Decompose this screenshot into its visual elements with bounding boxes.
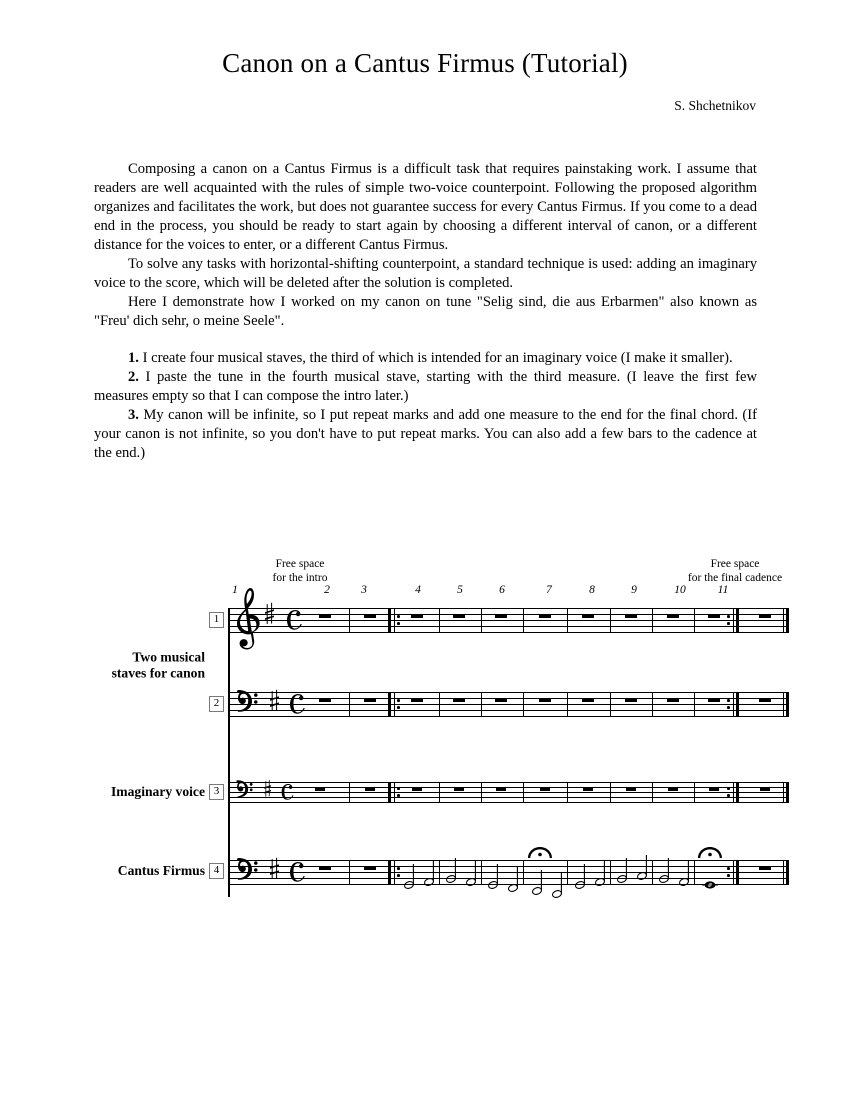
step-text-2: I paste the tune in the fourth musical stave, starting with the third measure. (I leave the first few measures empty so that I can compose the intro later.)	[94, 368, 757, 404]
barline-9	[694, 692, 695, 717]
paragraph-2: To solve any tasks with horizontal-shifting counterpoint, a standard technique is used: adding an imaginary voice to the score, which will be deleted after the solution is completed.	[94, 255, 757, 291]
article-body	[94, 160, 757, 463]
repeat-start-thick-barline	[388, 860, 391, 885]
barline-8	[652, 860, 653, 885]
barline-1	[349, 608, 350, 633]
measure-number-10: 10	[674, 584, 686, 596]
paragraph-3: Here I demonstrate how I worked on my canon on tune "Selig sind, die aus Erbarmen" also known as "Freu' dich sehr, o meine Seele".	[94, 293, 757, 329]
staff-number-4: 4	[209, 863, 224, 879]
repeat-start-thin-barline	[394, 692, 395, 717]
paragraph-spacer	[94, 331, 757, 349]
sharp-key-signature-icon	[271, 689, 280, 711]
barline-8	[652, 692, 653, 717]
staff-4-final-measure	[747, 860, 789, 885]
staff-4	[228, 860, 758, 885]
treble-clef-icon	[234, 588, 260, 650]
annotation-free-space-cadence	[678, 557, 792, 585]
step-item-1	[94, 349, 757, 368]
repeat-end-thin-barline	[733, 860, 734, 885]
step-item-2	[94, 368, 757, 406]
staff-1-final-measure	[747, 608, 789, 633]
barline-7	[610, 782, 611, 802]
step-number-2: 2.	[128, 368, 139, 385]
barline-3	[439, 860, 440, 885]
repeat-end-thick-barline	[736, 692, 739, 717]
annotation-intro-line1: Free space	[275, 558, 325, 570]
repeat-start-dot-upper	[397, 787, 400, 790]
barline-4	[481, 782, 482, 802]
whole-rest-m3	[411, 614, 423, 618]
repeat-end-dot-upper	[727, 699, 730, 702]
whole-rest-m7	[582, 698, 594, 702]
common-time-signature-icon	[287, 610, 303, 630]
barline-1	[349, 692, 350, 717]
whole-rest-m11	[759, 614, 771, 618]
barline-5	[523, 608, 524, 633]
barline-8	[652, 782, 653, 802]
repeat-start-thick-barline	[388, 608, 391, 633]
final-thick-barline-3	[786, 782, 789, 802]
repeat-start-thin-barline	[394, 608, 395, 633]
whole-rest-m5	[495, 614, 507, 618]
sharp-key-signature-icon	[266, 602, 275, 624]
whole-rest-m2	[364, 614, 376, 618]
final-thin-barline-3	[783, 782, 784, 802]
barline-4	[481, 860, 482, 885]
author-byline: S. Shchetnikov	[674, 98, 756, 113]
staff-3-final-measure	[747, 782, 789, 802]
final-thick-barline-4	[786, 860, 789, 885]
cantus-firmus-notes	[228, 836, 758, 908]
whole-rest-m6	[540, 787, 550, 791]
step-item-3	[94, 406, 757, 463]
whole-rest-m10	[709, 787, 719, 791]
measure-number-6: 6	[499, 584, 505, 596]
common-time-signature-icon	[282, 784, 295, 800]
staff-2	[228, 692, 758, 717]
barline-3	[439, 782, 440, 802]
whole-rest-m11	[759, 866, 771, 870]
repeat-end-dot-lower	[727, 794, 730, 797]
fermata-icon	[528, 847, 552, 858]
repeat-end-thick-barline	[736, 608, 739, 633]
whole-rest-m9	[668, 787, 678, 791]
repeat-end-thick-barline	[736, 860, 739, 885]
barline-6	[567, 860, 568, 885]
repeat-start-dot-upper	[397, 699, 400, 702]
annotation-cadence-line1: Free space	[710, 558, 760, 570]
barline-6	[567, 782, 568, 802]
repeat-end-thin-barline	[733, 782, 734, 802]
annotation-intro-line2: for the intro	[272, 572, 328, 585]
measure-number-5: 5	[457, 584, 463, 596]
whole-rest-m8	[625, 614, 637, 618]
barline-6	[567, 608, 568, 633]
measure-number-2: 2	[324, 584, 330, 596]
barline-3	[439, 608, 440, 633]
page-title: Canon on a Cantus Firmus (Tutorial)	[222, 48, 628, 78]
barline-1	[349, 860, 350, 885]
whole-rest-m1	[319, 614, 331, 618]
whole-rest-m5	[495, 698, 507, 702]
repeat-start-thin-barline	[394, 782, 395, 802]
whole-rest-m8	[626, 787, 636, 791]
step-text-3: My canon will be infinite, so I put repeat marks and add one measure to the end for the final chord. (If your canon is not infinite, so you don't have to put repeat marks. You can also add a few bars to the cadence at the end.)	[94, 406, 757, 461]
whole-rest-m4	[453, 698, 465, 702]
repeat-end-thick-barline	[736, 782, 739, 802]
repeat-start-thin-barline	[394, 860, 395, 885]
whole-rest-m5	[496, 787, 506, 791]
measure-number-3: 3	[361, 584, 367, 596]
barline-6	[567, 692, 568, 717]
whole-rest-m3	[411, 698, 423, 702]
measure-number-11: 11	[717, 584, 729, 596]
annotation-cadence-line2: for the final cadence	[687, 572, 783, 585]
whole-rest-m4	[454, 787, 464, 791]
barline-7	[610, 860, 611, 885]
step-number-3: 3.	[128, 406, 139, 423]
whole-rest-m9	[667, 698, 679, 702]
whole-rest-m7	[582, 614, 594, 618]
barline-5	[523, 860, 524, 885]
staff-label-canon-line1: Two musical	[132, 649, 205, 665]
whole-rest-m11	[759, 698, 771, 702]
barline-7	[610, 608, 611, 633]
common-time-signature-icon	[290, 694, 306, 714]
whole-rest-m2	[365, 787, 375, 791]
fermata-icon	[698, 847, 722, 858]
barline-8	[652, 608, 653, 633]
musical-score	[0, 548, 850, 928]
whole-rest-m4	[453, 614, 465, 618]
whole-rest-m3	[412, 787, 422, 791]
repeat-start-dot-lower	[397, 794, 400, 797]
staff-1	[228, 608, 758, 633]
barline-3	[439, 692, 440, 717]
repeat-start-dot-upper	[397, 867, 400, 870]
whole-rest-m7	[583, 787, 593, 791]
final-thin-barline-4	[783, 860, 784, 885]
staff-number-1: 1	[209, 612, 224, 628]
repeat-start-dot-lower	[397, 706, 400, 709]
measure-number-7: 7	[546, 584, 552, 596]
sharp-key-signature-icon	[265, 779, 272, 797]
repeat-start-dot-lower	[397, 874, 400, 877]
staff-label-canon-line2: staves for canon	[111, 666, 205, 681]
whole-rest-m1	[315, 787, 325, 791]
repeat-end-dot-lower	[727, 706, 730, 709]
repeat-end-dot-lower	[727, 622, 730, 625]
measure-number-8: 8	[589, 584, 595, 596]
bass-clef-icon	[236, 690, 260, 712]
staff-label-cantus-firmus: Cantus Firmus	[117, 862, 205, 878]
bass-clef-icon	[236, 780, 255, 798]
paragraph-1: Composing a canon on a Cantus Firmus is a difficult task that requires painstaking work. I assume that readers are well acquainted with the rules of simple two-voice counterpoint. Following the proposed algorithm organizes and facilitates the work, but does not guarantee success for every Cantus Firmus. If you come to a dead end in the process, you should be ready to start again by choosing a different interval of canon, or a different distance for the voices to enter, or a different Cantus Firmus.	[94, 161, 757, 253]
barline-5	[523, 692, 524, 717]
measure-number-9: 9	[631, 584, 637, 596]
staff-label-imaginary-voice: Imaginary voice	[110, 783, 205, 799]
final-thin-barline-1	[783, 608, 784, 633]
whole-rest-m10	[708, 698, 720, 702]
staff-number-3: 3	[209, 784, 224, 800]
barline-5	[523, 782, 524, 802]
whole-rest-m6	[539, 698, 551, 702]
barline-4	[481, 692, 482, 717]
repeat-start-thick-barline	[388, 692, 391, 717]
barline-9	[694, 860, 695, 885]
barline-1	[349, 782, 350, 802]
whole-rest-m2	[364, 698, 376, 702]
repeat-end-dot-upper	[727, 787, 730, 790]
staff-number-2: 2	[209, 696, 224, 712]
whole-rest-m1	[319, 698, 331, 702]
final-thick-barline-2	[786, 692, 789, 717]
final-thick-barline-1	[786, 608, 789, 633]
repeat-end-thin-barline	[733, 692, 734, 717]
repeat-start-thick-barline	[388, 782, 391, 802]
step-number-1: 1.	[128, 349, 139, 366]
measure-number-1: 1	[232, 584, 238, 596]
repeat-end-dot-lower	[727, 874, 730, 877]
barline-4	[481, 608, 482, 633]
staff-2-final-measure	[747, 692, 789, 717]
barline-9	[694, 782, 695, 802]
whole-rest-m8	[625, 698, 637, 702]
whole-rest-m6	[539, 614, 551, 618]
whole-rest-m9	[667, 614, 679, 618]
repeat-start-dot-lower	[397, 622, 400, 625]
repeat-end-thin-barline	[733, 608, 734, 633]
repeat-end-dot-upper	[727, 615, 730, 618]
step-text-1: I create four musical staves, the third of which is intended for an imaginary voice (I make it smaller).	[142, 349, 733, 366]
barline-9	[694, 608, 695, 633]
annotation-free-space-intro	[258, 557, 342, 585]
repeat-start-dot-upper	[397, 615, 400, 618]
staff-3	[228, 782, 758, 802]
whole-rest-m10	[708, 614, 720, 618]
repeat-end-dot-upper	[727, 867, 730, 870]
final-thin-barline-2	[783, 692, 784, 717]
staff-label-canon	[60, 650, 205, 683]
barline-7	[610, 692, 611, 717]
measure-number-4: 4	[415, 584, 421, 596]
whole-rest-m11	[760, 787, 770, 791]
